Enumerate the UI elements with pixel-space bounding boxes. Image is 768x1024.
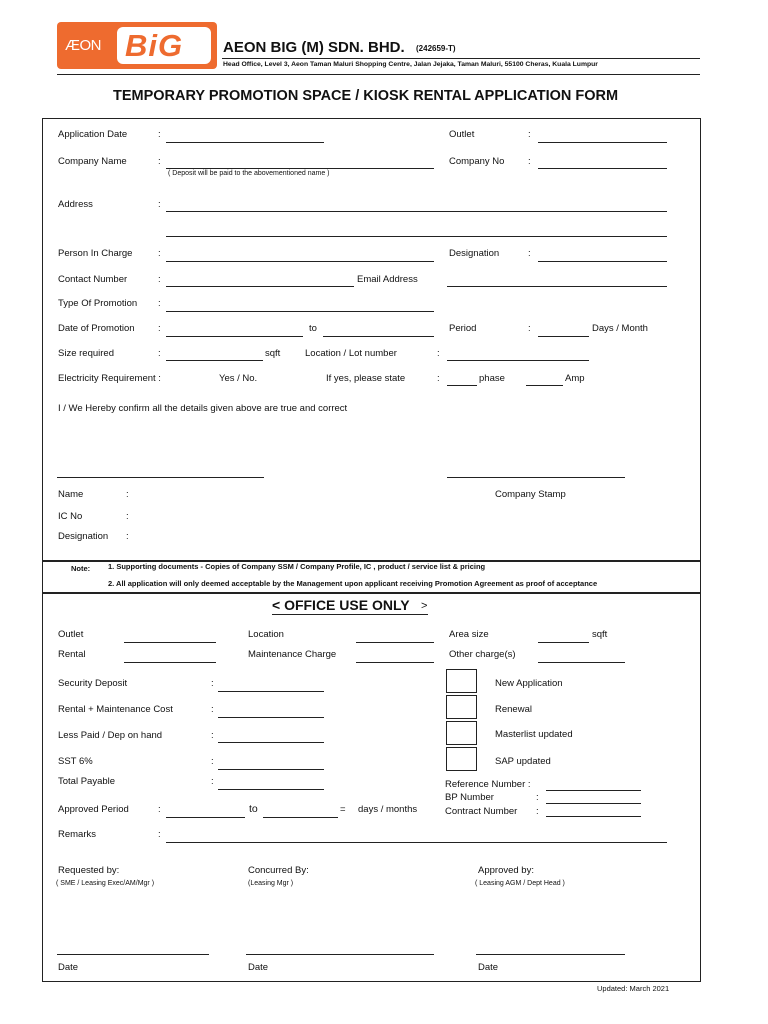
period-field[interactable] <box>538 336 589 337</box>
size-required-field[interactable] <box>166 360 263 361</box>
rental-maintenance-label: Rental + Maintenance Cost <box>58 704 173 715</box>
deposit-note: ( Deposit will be paid to the abovementioned name ) <box>168 170 330 177</box>
ic-no-label: IC No <box>58 511 83 522</box>
company-name: AEON BIG (M) SDN. BHD. <box>223 39 405 56</box>
rental-maintenance-field[interactable] <box>218 717 324 718</box>
renewal-label: Renewal <box>495 704 532 715</box>
promotion-date-from-field[interactable] <box>166 336 303 337</box>
office-use-title: < OFFICE USE ONLY <box>272 597 410 613</box>
approved-date-label: Date <box>478 962 499 973</box>
requested-signature-line[interactable] <box>57 954 209 955</box>
person-in-charge-label: Person In Charge <box>58 248 133 259</box>
requested-date-label: Date <box>58 962 79 973</box>
colon: : <box>536 806 539 817</box>
designation-field[interactable] <box>538 261 667 262</box>
company-stamp-label: Company Stamp <box>495 489 566 500</box>
maintenance-charge-field[interactable] <box>356 662 434 663</box>
requested-by-sub: ( SME / Leasing Exec/AM/Mgr ) <box>56 880 155 887</box>
note-label: Note: <box>71 564 91 573</box>
colon: : <box>437 373 440 384</box>
colon: : <box>126 489 129 500</box>
updated-date: Updated: March 2021 <box>597 984 670 993</box>
new-application-label: New Application <box>495 678 563 689</box>
office-location-field[interactable] <box>356 642 434 643</box>
rental-field[interactable] <box>124 662 216 663</box>
area-size-field[interactable] <box>538 642 589 643</box>
logo-aeon-text: ÆON <box>65 37 101 54</box>
less-paid-field[interactable] <box>218 742 324 743</box>
to-label: to <box>309 323 317 334</box>
note-line-1: 1. Supporting documents - Copies of Company SSM / Company Profile, IC , product / service list & pricing <box>108 562 486 571</box>
electricity-label: Electricity Requirement : <box>58 373 161 384</box>
phase-field[interactable] <box>447 385 477 386</box>
office-outlet-field[interactable] <box>124 642 216 643</box>
security-deposit-label: Security Deposit <box>58 678 128 689</box>
company-name-label: Company Name <box>58 156 127 167</box>
application-date-label: Application Date <box>58 129 128 140</box>
sqft-label: sqft <box>265 348 281 359</box>
colon: : <box>158 829 161 840</box>
header-rule-2 <box>57 74 700 75</box>
address-field-line-1[interactable] <box>166 211 667 212</box>
new-application-checkbox[interactable] <box>446 669 477 693</box>
area-size-label: Area size <box>449 629 489 640</box>
security-deposit-field[interactable] <box>218 691 324 692</box>
approved-period-to-field[interactable] <box>263 817 338 818</box>
total-payable-field[interactable] <box>218 789 324 790</box>
contact-number-field[interactable] <box>166 286 354 287</box>
note-line-2: 2. All application will only deemed acceptable by the Management upon applicant receiving Promotion Agreement as proof of acceptance <box>108 579 598 588</box>
approved-by-sub: ( Leasing AGM / Dept Head ) <box>475 880 565 887</box>
company-logo <box>57 22 217 69</box>
amp-field[interactable] <box>526 385 563 386</box>
colon: : <box>126 511 129 522</box>
office-outlet-label: Outlet <box>58 629 84 640</box>
address-label: Address <box>58 199 93 210</box>
type-of-promotion-label: Type Of Promotion <box>58 298 138 309</box>
masterlist-updated-checkbox[interactable] <box>446 721 477 745</box>
colon: : <box>158 348 161 359</box>
days-months-label: days / months <box>358 804 418 815</box>
colon: : <box>528 129 531 140</box>
colon: : <box>158 804 161 815</box>
remarks-field[interactable] <box>166 842 667 843</box>
concurred-by-sub: (Leasing Mgr ) <box>248 880 294 887</box>
address-field-line-2[interactable] <box>166 236 667 237</box>
yes-no-option[interactable]: Yes / No. <box>219 373 258 384</box>
outlet-field[interactable] <box>538 142 667 143</box>
concurred-by-label: Concurred By: <box>248 865 309 876</box>
logo-big-text: BiG <box>125 28 184 63</box>
location-lot-field[interactable] <box>447 360 589 361</box>
approved-to-label: to <box>249 803 258 815</box>
sst-field[interactable] <box>218 769 324 770</box>
office-location-label: Location <box>248 629 284 640</box>
contact-number-label: Contact Number <box>58 274 128 285</box>
other-charges-label: Other charge(s) <box>449 649 516 660</box>
colon: : <box>126 531 129 542</box>
promotion-date-to-field[interactable] <box>323 336 434 337</box>
signature-line[interactable] <box>57 477 264 478</box>
company-name-field[interactable] <box>166 168 434 169</box>
confirmation-statement: I / We Hereby confirm all the details given above are true and correct <box>58 403 348 414</box>
reference-number-field[interactable] <box>546 790 641 791</box>
email-label: Email Address <box>357 274 418 285</box>
colon: : <box>211 678 214 689</box>
colon: : <box>528 248 531 259</box>
office-title-underline <box>272 614 428 615</box>
colon: : <box>528 156 531 167</box>
sap-updated-label: SAP updated <box>495 756 551 767</box>
less-paid-label: Less Paid / Dep on hand <box>58 730 163 741</box>
header-rule <box>222 58 700 59</box>
colon: : <box>437 348 440 359</box>
colon: : <box>158 298 161 309</box>
area-sqft-label: sqft <box>592 629 608 640</box>
colon: : <box>211 756 214 767</box>
email-field[interactable] <box>447 286 667 287</box>
approved-period-from-field[interactable] <box>166 817 245 818</box>
reference-number-label: Reference Number : <box>445 779 531 790</box>
approved-by-label: Approved by: <box>478 865 534 876</box>
amp-label: Amp <box>565 373 585 384</box>
concurred-date-label: Date <box>248 962 269 973</box>
sap-updated-checkbox[interactable] <box>446 747 477 771</box>
company-reg-no: (242659-T) <box>416 44 456 53</box>
concurred-signature-line[interactable] <box>246 954 434 955</box>
colon: : <box>536 792 539 803</box>
name-label: Name <box>58 489 84 500</box>
masterlist-updated-label: Masterlist updated <box>495 729 573 740</box>
designation-label: Designation <box>449 248 500 259</box>
applicant-section <box>42 118 701 562</box>
colon: : <box>158 248 161 259</box>
colon: : <box>528 323 531 334</box>
bp-number-label: BP Number <box>445 792 494 803</box>
date-of-promotion-label: Date of Promotion <box>58 323 135 334</box>
contract-number-field[interactable] <box>546 816 641 817</box>
maintenance-charge-label: Maintenance Charge <box>248 649 337 660</box>
type-of-promotion-field[interactable] <box>166 311 434 312</box>
form-title: TEMPORARY PROMOTION SPACE / KIOSK RENTAL APPLICATION FORM <box>113 88 619 104</box>
if-yes-label: If yes, please state <box>326 373 406 384</box>
office-use-section <box>42 592 701 982</box>
days-month-label: Days / Month <box>592 323 648 334</box>
colon: : <box>158 129 161 140</box>
person-in-charge-field[interactable] <box>166 261 434 262</box>
contract-number-label: Contract Number <box>445 806 518 817</box>
phase-label: phase <box>479 373 505 384</box>
approved-signature-line[interactable] <box>476 954 625 955</box>
remarks-label: Remarks <box>58 829 97 840</box>
period-label: Period <box>449 323 477 334</box>
approved-period-label: Approved Period <box>58 804 129 815</box>
rental-label: Rental <box>58 649 86 660</box>
application-date-field[interactable] <box>166 142 324 143</box>
colon: : <box>211 776 214 787</box>
designation-sign-label: Designation <box>58 531 109 542</box>
colon: : <box>211 730 214 741</box>
sst-label: SST 6% <box>58 756 93 767</box>
colon: : <box>158 199 161 210</box>
requested-by-label: Requested by: <box>58 865 120 876</box>
bp-number-field[interactable] <box>546 803 641 804</box>
colon: : <box>158 274 161 285</box>
renewal-checkbox[interactable] <box>446 695 477 719</box>
colon: : <box>211 704 214 715</box>
colon: : <box>158 323 161 334</box>
equals-sign: = <box>340 804 346 815</box>
office-use-title-end: > <box>421 600 428 612</box>
size-required-label: Size required <box>58 348 114 359</box>
total-payable-label: Total Payable <box>58 776 116 787</box>
company-stamp-line[interactable] <box>447 477 625 478</box>
company-no-field[interactable] <box>538 168 667 169</box>
other-charges-field[interactable] <box>538 662 625 663</box>
location-lot-label: Location / Lot number <box>305 348 397 359</box>
company-no-label: Company No <box>449 156 505 167</box>
head-office-address: Head Office, Level 3, Aeon Taman Maluri Shopping Centre, Jalan Jejaka, Taman Maluri, 55100 Cheras, Kuala Lumpur <box>223 61 598 68</box>
outlet-label: Outlet <box>449 129 475 140</box>
colon: : <box>158 156 161 167</box>
